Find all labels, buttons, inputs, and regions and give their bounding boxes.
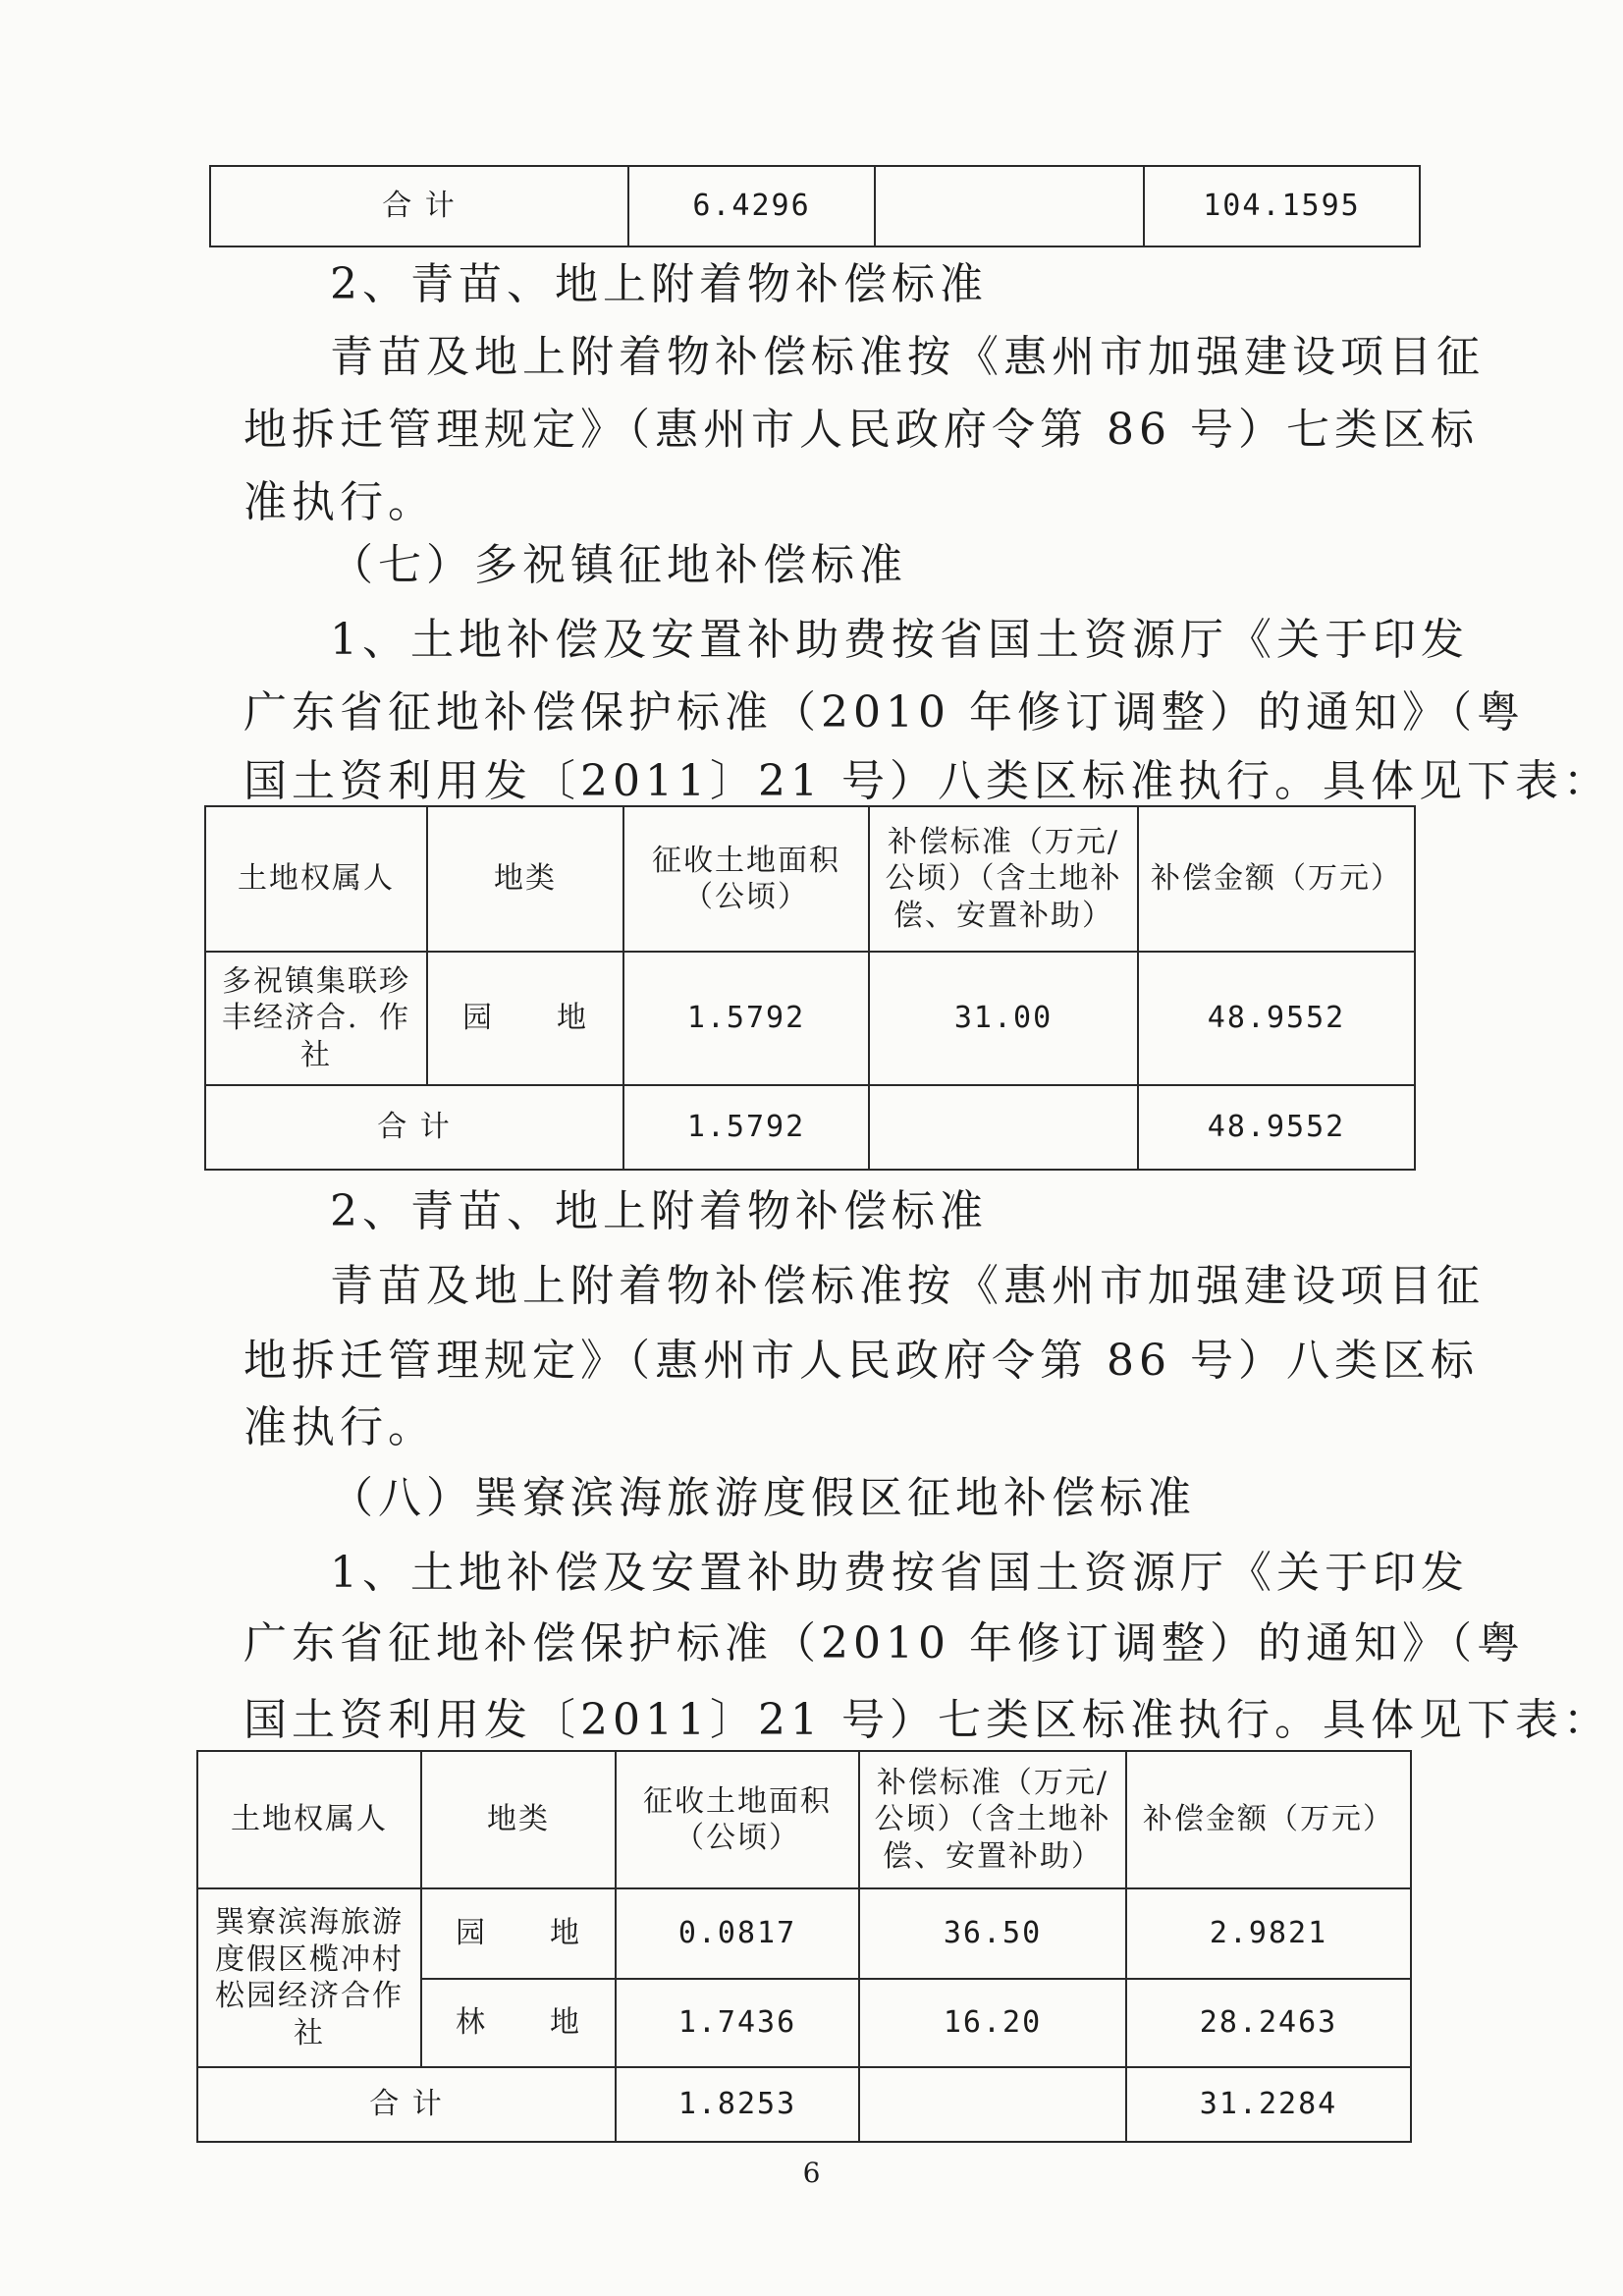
- total-area: 1.8253: [616, 2067, 859, 2142]
- xunliao-compensation-table: [196, 1750, 1412, 2143]
- paragraph-line: 国土资利用发〔2011〕21 号）七类区标准执行。具体见下表：: [243, 1695, 1611, 1745]
- paragraph-line: 广东省征地补偿保护标准（2010 年修订调整）的通知》（粤: [243, 1618, 1525, 1668]
- table-row: [210, 166, 1420, 246]
- total-label: 合 计: [205, 1085, 623, 1170]
- paragraph-line: 准执行。: [243, 477, 436, 527]
- page-number: 6: [802, 2157, 821, 2189]
- cell-land-type: 林 地: [421, 1979, 616, 2067]
- total-standard: [859, 2067, 1126, 2142]
- paragraph-line: 准执行。: [243, 1402, 436, 1452]
- total-label: 合 计: [210, 166, 628, 246]
- total-amount: 104.1595: [1144, 166, 1420, 246]
- sec7-item2-heading: 2、青苗、地上附着物补偿标准: [330, 259, 988, 309]
- table-header-row: [205, 806, 1415, 952]
- paragraph-line: 国土资利用发〔2011〕21 号）八类区标准执行。具体见下表：: [243, 756, 1611, 806]
- table-header-row: [197, 1751, 1411, 1888]
- header-amount: 补偿金额（万元）: [1138, 806, 1415, 952]
- cell-owner: 多祝镇集联珍丰经济合．作社: [205, 952, 427, 1085]
- paragraph-line: 青苗及地上附着物补偿标准按《惠州市加强建设项目征: [330, 1261, 1485, 1311]
- total-standard: [875, 166, 1144, 246]
- table-row: [197, 1888, 1411, 1979]
- header-area: 征收土地面积（公顷）: [623, 806, 869, 952]
- table-row: [205, 952, 1415, 1085]
- total-standard: [869, 1085, 1138, 1170]
- cell-owner: 巽寮滨海旅游度假区榄冲村松园经济合作社: [197, 1888, 421, 2067]
- cell-standard: 16.20: [859, 1979, 1126, 2067]
- header-land-type: 地类: [421, 1751, 616, 1888]
- sec8-heading: （八）巽寮滨海旅游度假区征地补偿标准: [330, 1473, 1196, 1523]
- cell-area: 1.7436: [616, 1979, 859, 2067]
- total-amount: 48.9552: [1138, 1085, 1415, 1170]
- cell-area: 1.5792: [623, 952, 869, 1085]
- total-amount: 31.2284: [1126, 2067, 1411, 2142]
- cell-land-type: 园 地: [427, 952, 623, 1085]
- header-amount: 补偿金额（万元）: [1126, 1751, 1411, 1888]
- cell-amount: 2.9821: [1126, 1888, 1411, 1979]
- table-total-row: [197, 2067, 1411, 2142]
- cell-standard: 31.00: [869, 952, 1138, 1085]
- header-owner: 土地权属人: [197, 1751, 421, 1888]
- sec7-heading: （七）多祝镇征地补偿标准: [330, 540, 907, 590]
- header-standard: 补偿标准（万元/公顷）（含土地补偿、安置补助）: [869, 806, 1138, 952]
- paragraph-line: 1、土地补偿及安置补助费按省国土资源厅《关于印发: [330, 1548, 1469, 1598]
- header-owner: 土地权属人: [205, 806, 427, 952]
- header-standard: 补偿标准（万元/公顷）（含土地补偿、安置补助）: [859, 1751, 1126, 1888]
- total-area: 1.5792: [623, 1085, 869, 1170]
- paragraph-line: 地拆迁管理规定》（惠州市人民政府令第 86 号）八类区标: [243, 1336, 1479, 1386]
- cell-amount: 28.2463: [1126, 1979, 1411, 2067]
- cell-land-type: 园 地: [421, 1888, 616, 1979]
- total-label: 合 计: [197, 2067, 616, 2142]
- sec7-item2b-heading: 2、青苗、地上附着物补偿标准: [330, 1186, 988, 1236]
- header-land-type: 地类: [427, 806, 623, 952]
- paragraph-line: 青苗及地上附着物补偿标准按《惠州市加强建设项目征: [330, 332, 1485, 382]
- top-total-table: [209, 165, 1421, 247]
- paragraph-line: 1、土地补偿及安置补助费按省国土资源厅《关于印发: [330, 615, 1469, 665]
- total-area: 6.4296: [628, 166, 875, 246]
- header-area: 征收土地面积（公顷）: [616, 1751, 859, 1888]
- cell-standard: 36.50: [859, 1888, 1126, 1979]
- cell-amount: 48.9552: [1138, 952, 1415, 1085]
- cell-area: 0.0817: [616, 1888, 859, 1979]
- paragraph-line: 地拆迁管理规定》（惠州市人民政府令第 86 号）七类区标: [243, 405, 1479, 455]
- paragraph-line: 广东省征地补偿保护标准（2010 年修订调整）的通知》（粤: [243, 687, 1525, 738]
- duozhu-compensation-table: [204, 805, 1416, 1171]
- table-total-row: [205, 1085, 1415, 1170]
